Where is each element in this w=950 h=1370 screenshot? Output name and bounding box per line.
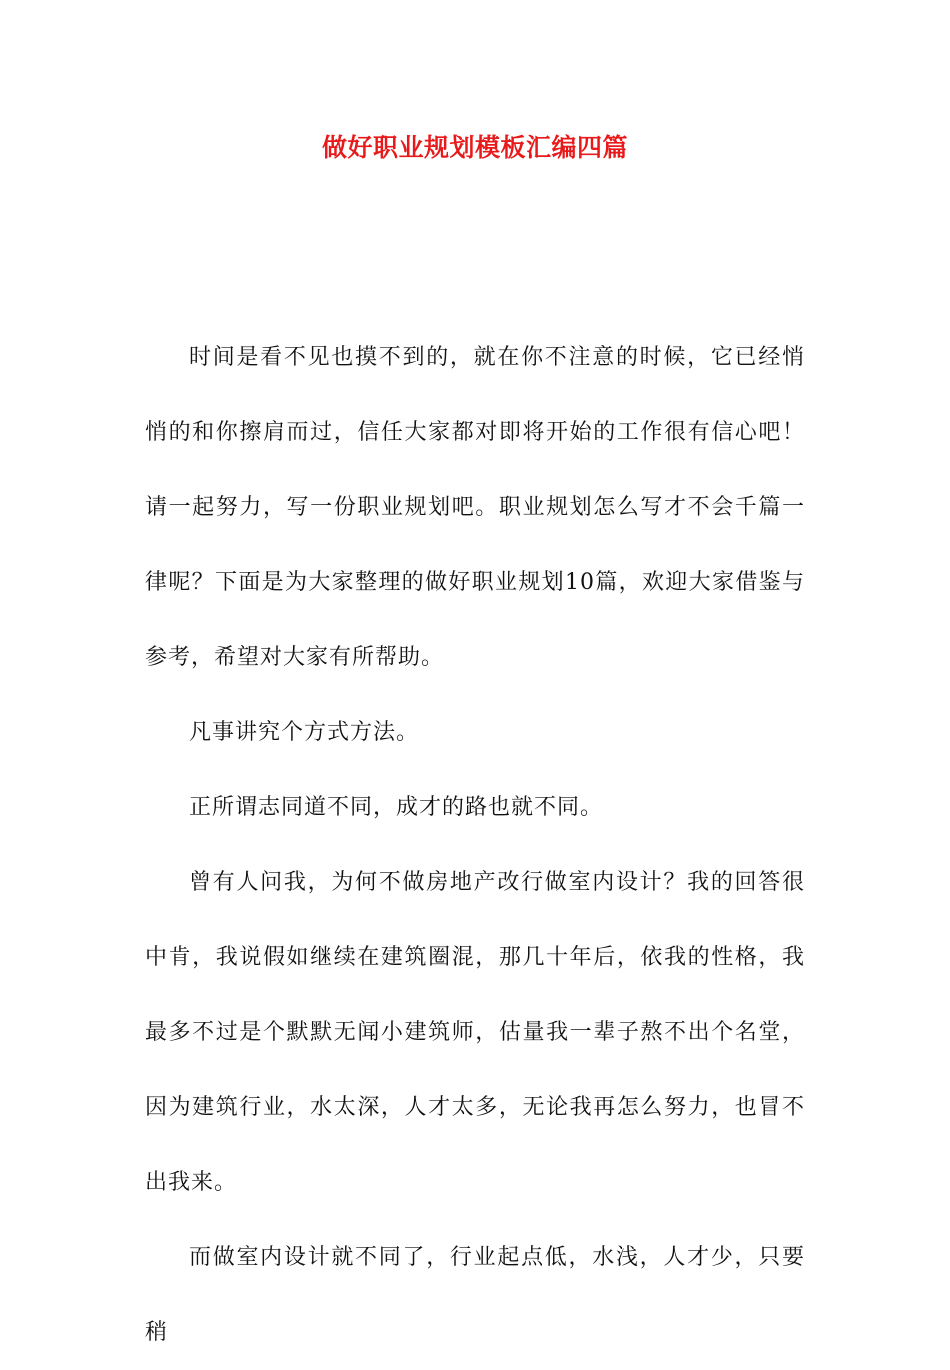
paragraph: 曾有人问我，为何不做房地产改行做室内设计？我的回答很中肯，我说假如继续在建筑圈混，那几十年后，依我的性格，我最多不过是个默默无闻小建筑师，估量我一辈子熬不出个名堂，因为建筑行业，水太深，人才太多，无论我再怎么努力，也冒不出我来。 (145, 870, 805, 1195)
document-title: 做好职业规划模板汇编四篇 (321, 133, 628, 162)
paragraph: 而做室内设计就不同了，行业起点低，水浅，人才少，只要稍 (145, 1245, 805, 1345)
document-body (145, 320, 805, 1370)
paragraph: 正所谓志同道不同，成才的路也就不同。 (189, 795, 604, 820)
paragraph: 时间是看不见也摸不到的，就在你不注意的时候，它已经悄悄的和你擦肩而过，信任大家都对即将开始的工作很有信心吧！请一起努力，写一份职业规划吧。职业规划怎么写才不会千篇一律呢？下面是为大家整理的做好职业规划10篇，欢迎大家借鉴与参考，希望对大家有所帮助。 (145, 345, 805, 670)
paragraph: 凡事讲究个方式方法。 (189, 720, 420, 745)
